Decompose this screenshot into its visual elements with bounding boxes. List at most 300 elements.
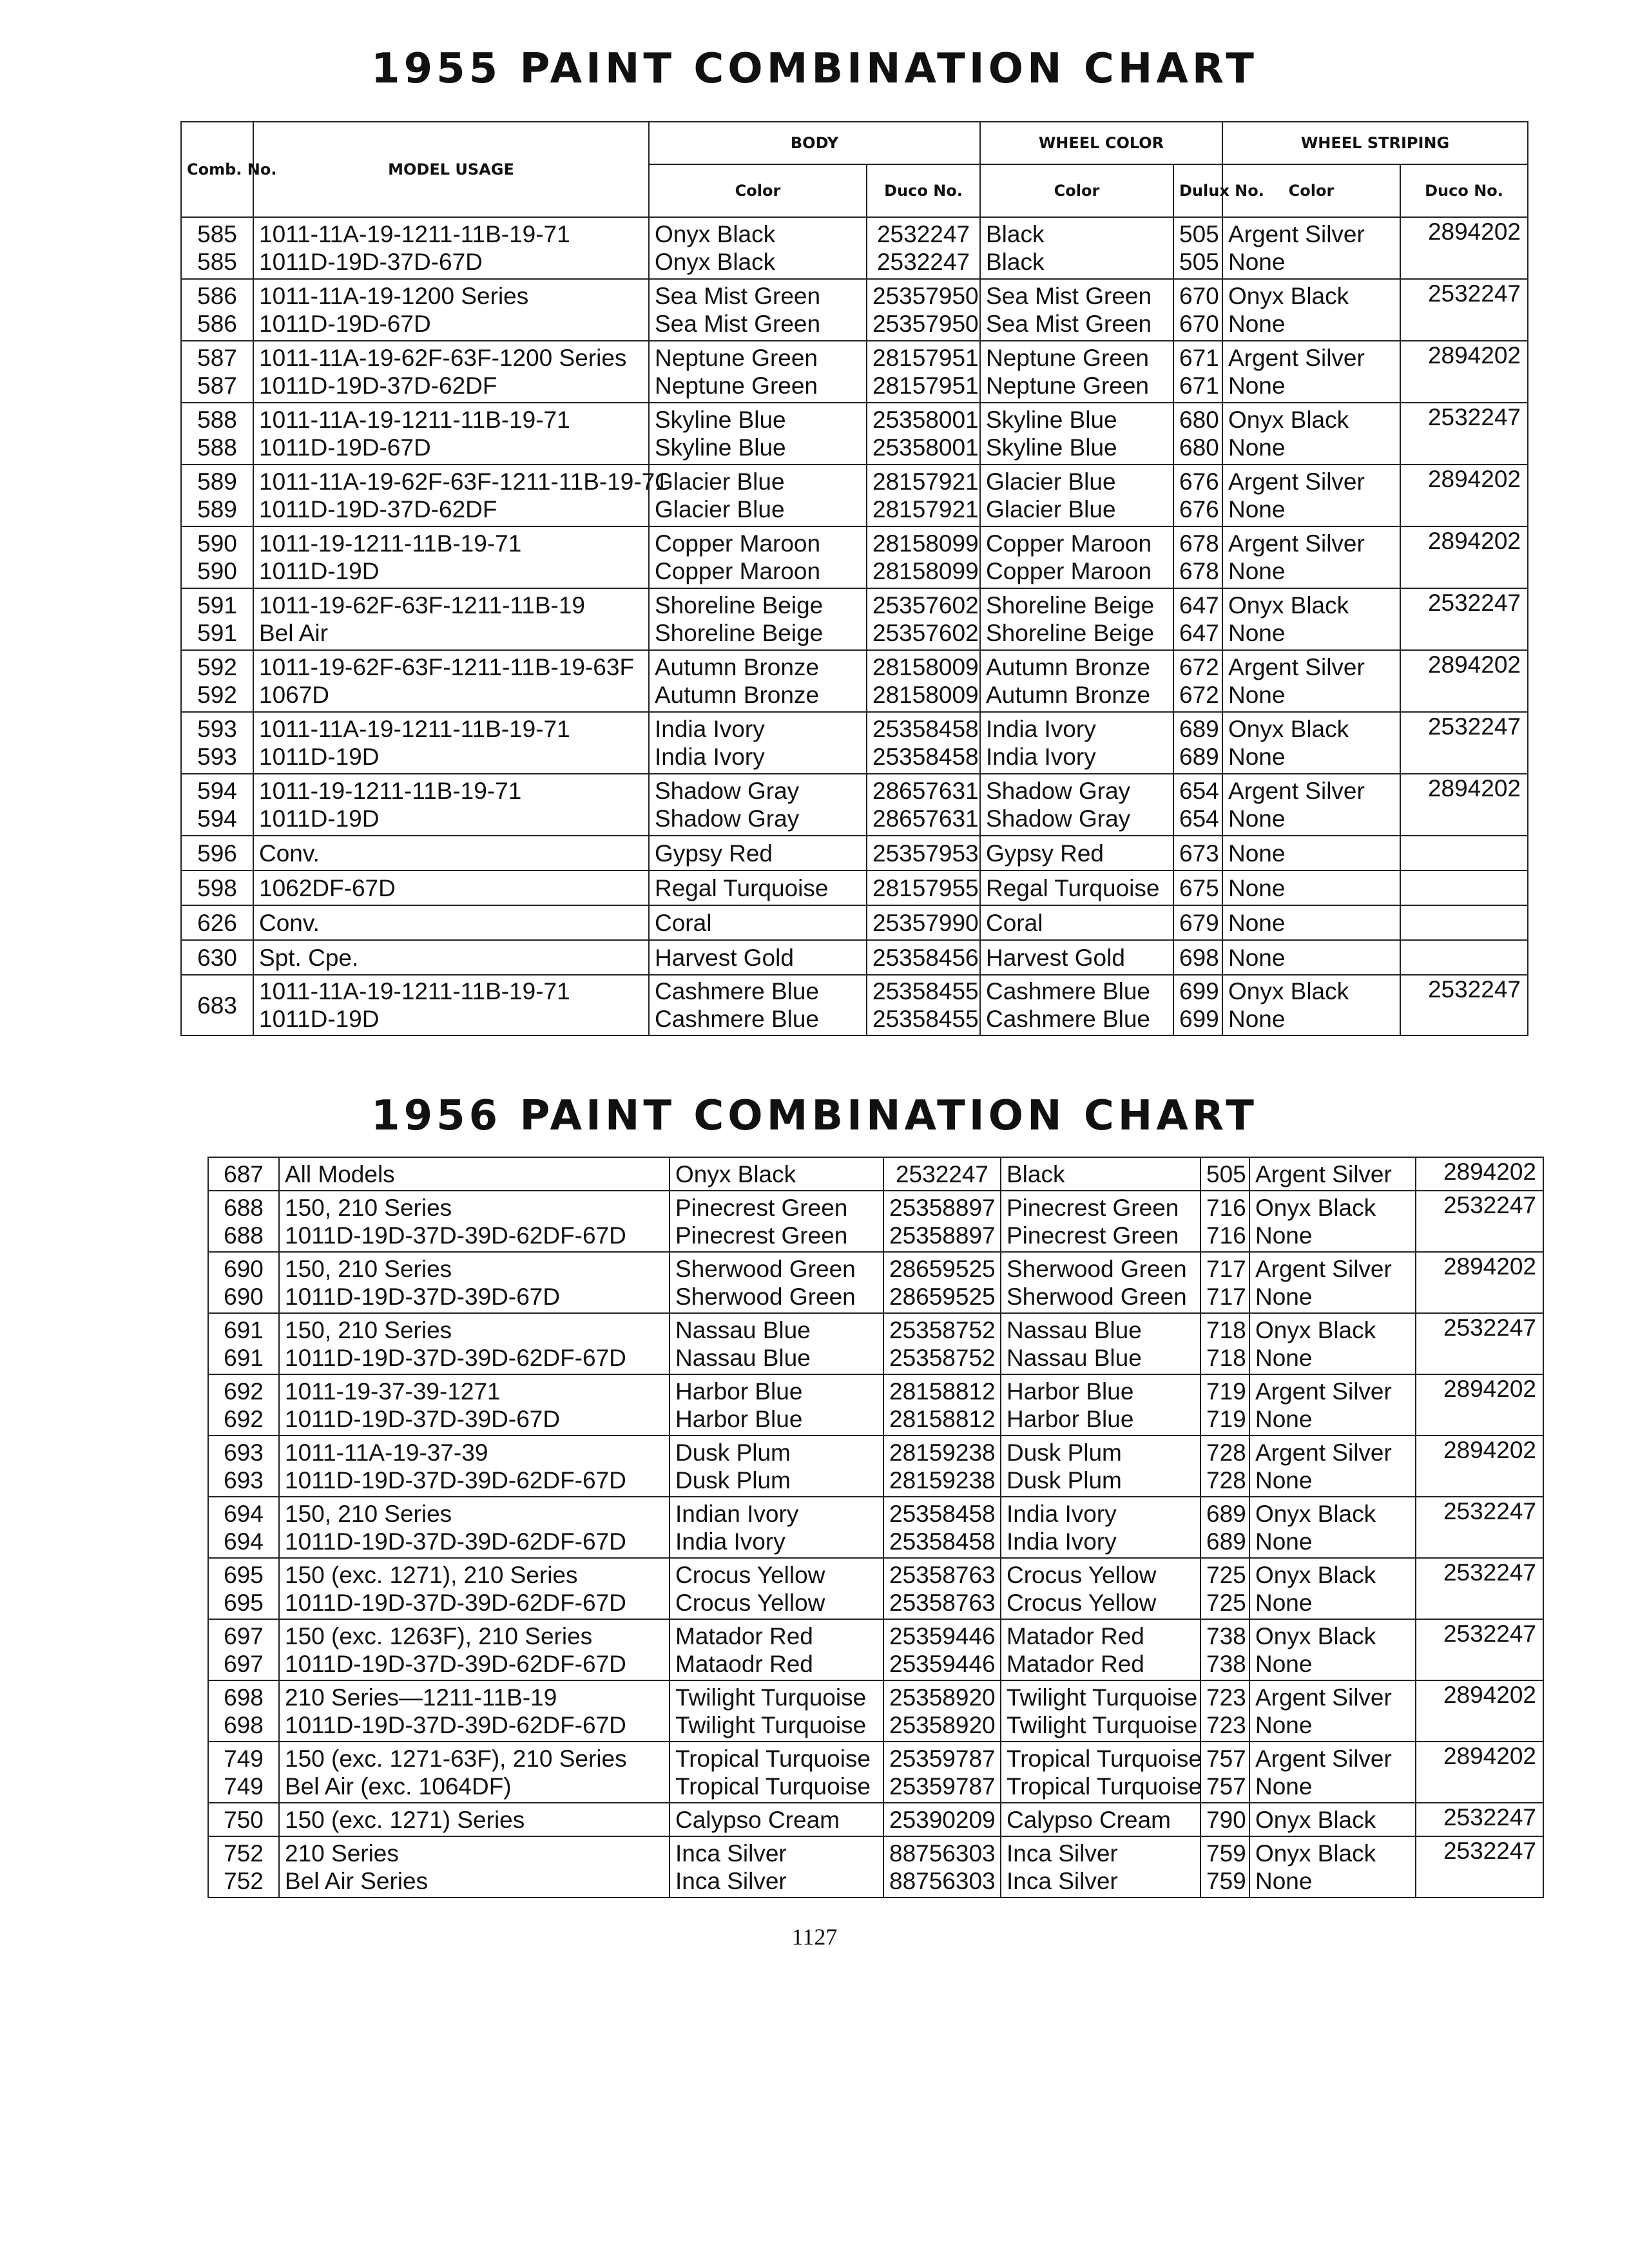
comb-no-text: 688 — [224, 1194, 264, 1221]
wheel-color-text: Black — [1007, 1160, 1065, 1187]
header-body-color: Color — [649, 164, 867, 217]
stripe-color-text: None — [1255, 1405, 1313, 1432]
model-usage-text: 1011D-19D-37D-39D-62DF-67D — [285, 1222, 626, 1249]
body-duco-cell — [883, 1252, 1001, 1313]
comb-no-text: 587 — [197, 372, 237, 399]
model-usage-text: 210 Series — [285, 1840, 399, 1867]
model-usage-cell — [253, 940, 649, 975]
body-color-cell — [670, 1191, 883, 1252]
stripe-color-text: Onyx Black — [1228, 716, 1349, 742]
stripe-color-cell — [1249, 1836, 1416, 1898]
wheel-dulux-text: 718 — [1206, 1316, 1246, 1343]
comb-no-cell — [181, 940, 253, 975]
wheel-color-text: Copper Maroon — [986, 530, 1152, 557]
stripe-duco-cell — [1400, 526, 1528, 588]
stripe-duco-text: 2532247 — [1443, 1559, 1536, 1586]
wheel-color-text: Inca Silver — [1007, 1840, 1118, 1867]
comb-no-cell — [208, 1436, 279, 1497]
body-color-text: Autumn Bronze — [655, 654, 820, 680]
body-color-text: Indian Ivory — [675, 1500, 799, 1527]
stripe-color-cell — [1249, 1742, 1416, 1803]
wheel-dulux-text: 719 — [1206, 1405, 1246, 1432]
body-color-cell — [649, 588, 867, 650]
model-usage-text: 150, 210 Series — [285, 1255, 452, 1282]
paint-combination-table-1956 — [207, 1157, 1544, 1898]
wheel-color-cell — [1001, 1497, 1200, 1558]
wheel-dulux-text: 680 — [1179, 434, 1219, 461]
stripe-color-cell — [1249, 1252, 1416, 1313]
wheel-dulux-text: 675 — [1179, 874, 1219, 901]
comb-no-text: 590 — [197, 558, 237, 584]
model-usage-cell — [279, 1836, 670, 1898]
wheel-dulux-cell — [1173, 341, 1222, 403]
body-duco-text: 25358458 — [872, 744, 979, 770]
body-color-cell — [670, 1374, 883, 1436]
stripe-duco-cell — [1416, 1619, 1543, 1680]
comb-no-text: 593 — [197, 716, 237, 742]
comb-no-cell — [208, 1313, 279, 1374]
wheel-dulux-text: 647 — [1179, 592, 1219, 619]
stripe-color-text: Onyx Black — [1255, 1316, 1376, 1343]
comb-no-text: 586 — [197, 283, 237, 309]
stripe-duco-cell — [1416, 1680, 1543, 1742]
model-usage-text: 1011-11A-19-1211-11B-19-71 — [259, 978, 570, 1004]
body-duco-cell — [867, 650, 980, 712]
stripe-duco-cell — [1400, 975, 1528, 1035]
body-color-cell — [670, 1157, 883, 1191]
header-stripe-duco-no: Duco No. — [1400, 164, 1528, 217]
stripe-color-text: Onyx Black — [1255, 1840, 1376, 1867]
table-row — [181, 774, 1528, 836]
wheel-dulux-text: 757 — [1206, 1745, 1246, 1772]
comb-no-text: 585 — [197, 221, 237, 247]
stripe-duco-text: 2532247 — [1427, 280, 1521, 307]
body-color-text: Nassau Blue — [675, 1344, 811, 1371]
comb-no-text: 589 — [197, 468, 237, 495]
body-color-cell — [670, 1313, 883, 1374]
stripe-duco-cell — [1400, 650, 1528, 712]
body-color-text: Autumn Bronze — [655, 682, 820, 708]
body-color-text: Sherwood Green — [675, 1283, 856, 1310]
body-duco-text: 25358458 — [889, 1528, 996, 1555]
wheel-dulux-text: 689 — [1206, 1528, 1246, 1555]
stripe-duco-text: 2894202 — [1443, 1253, 1536, 1280]
model-usage-text: 150, 210 Series — [285, 1500, 452, 1527]
comb-no-text: 591 — [197, 620, 237, 646]
stripe-color-text: Onyx Black — [1228, 407, 1349, 433]
wheel-dulux-cell — [1173, 526, 1222, 588]
comb-no-text: 695 — [224, 1561, 264, 1588]
stripe-color-text: None — [1228, 434, 1286, 461]
stripe-color-cell — [1222, 870, 1400, 905]
wheel-dulux-cell — [1200, 1157, 1249, 1191]
table-row — [208, 1803, 1543, 1836]
wheel-dulux-text: 759 — [1206, 1840, 1246, 1867]
wheel-color-cell — [980, 940, 1173, 975]
model-usage-cell — [253, 526, 649, 588]
wheel-color-cell — [1001, 1619, 1200, 1680]
comb-no-text: 688 — [224, 1222, 264, 1249]
wheel-color-text: Copper Maroon — [986, 558, 1152, 584]
comb-no-text: 588 — [197, 434, 237, 461]
comb-no-cell — [208, 1803, 279, 1836]
body-duco-text: 2532247 — [876, 221, 970, 247]
stripe-duco-cell — [1416, 1436, 1543, 1497]
comb-no-cell — [208, 1742, 279, 1803]
model-usage-cell — [279, 1558, 670, 1619]
comb-no-cell — [208, 1157, 279, 1191]
wheel-dulux-cell — [1173, 279, 1222, 341]
stripe-duco-cell — [1416, 1803, 1543, 1836]
body-color-cell — [670, 1742, 883, 1803]
body-color-text: Harbor Blue — [675, 1378, 803, 1405]
body-color-text: Shadow Gray — [655, 778, 800, 804]
body-color-cell — [670, 1558, 883, 1619]
stripe-duco-cell — [1416, 1191, 1543, 1252]
stripe-color-text: Argent Silver — [1255, 1160, 1392, 1187]
wheel-dulux-text: 723 — [1206, 1684, 1246, 1711]
wheel-color-text: Autumn Bronze — [986, 654, 1151, 680]
wheel-dulux-text: 699 — [1179, 1006, 1219, 1032]
wheel-color-text: Nassau Blue — [1007, 1344, 1142, 1371]
stripe-duco-text: 2894202 — [1427, 342, 1521, 369]
body-duco-text: 25358456 — [872, 944, 979, 971]
body-duco-text: 28157955 — [872, 874, 979, 901]
wheel-dulux-text: 719 — [1206, 1378, 1246, 1405]
stripe-color-cell — [1222, 403, 1400, 465]
wheel-color-text: Cashmere Blue — [986, 978, 1151, 1004]
wheel-color-cell — [1001, 1836, 1200, 1898]
header-wheel-color: WHEEL COLOR — [980, 122, 1222, 164]
comb-no-text: 691 — [224, 1344, 264, 1371]
stripe-duco-text: 2532247 — [1443, 1804, 1536, 1831]
body-duco-text: 28158009 — [872, 654, 979, 680]
stripe-duco-text: 2532247 — [1443, 1314, 1536, 1341]
wheel-color-cell — [980, 870, 1173, 905]
table-row — [181, 940, 1528, 975]
body-color-text: Twilight Turquoise — [675, 1684, 867, 1711]
body-color-cell — [670, 1836, 883, 1898]
model-usage-cell — [279, 1680, 670, 1742]
comb-no-text: 590 — [197, 530, 237, 557]
wheel-color-text: Nassau Blue — [1007, 1316, 1142, 1343]
stripe-color-text: Onyx Black — [1255, 1806, 1376, 1833]
model-usage-cell — [279, 1742, 670, 1803]
wheel-dulux-text: 723 — [1206, 1711, 1246, 1738]
stripe-color-text: Onyx Black — [1228, 978, 1349, 1004]
body-color-text: Inca Silver — [675, 1840, 787, 1867]
body-color-cell — [649, 526, 867, 588]
body-color-cell — [649, 870, 867, 905]
header-body: BODY — [649, 122, 980, 164]
wheel-color-cell — [980, 341, 1173, 403]
wheel-dulux-text: 689 — [1179, 744, 1219, 770]
comb-no-text: 588 — [197, 407, 237, 433]
comb-no-text: 697 — [224, 1622, 264, 1649]
model-usage-text: All Models — [285, 1160, 395, 1187]
model-usage-text: 1011D-19D-37D-39D-62DF-67D — [285, 1466, 626, 1494]
body-duco-text: 25359787 — [889, 1773, 996, 1800]
body-color-text: Neptune Green — [655, 372, 818, 399]
model-usage-text: 1011D-19D-37D-39D-62DF-67D — [285, 1344, 626, 1371]
model-usage-cell — [253, 836, 649, 870]
wheel-color-text: Matador Red — [1007, 1650, 1144, 1677]
model-usage-cell — [253, 341, 649, 403]
comb-no-text: 591 — [197, 592, 237, 619]
page-number: 1127 — [791, 1924, 838, 1950]
comb-no-cell — [208, 1374, 279, 1436]
stripe-color-cell — [1249, 1191, 1416, 1252]
header-comb-no: Comb. No. — [181, 122, 253, 217]
stripe-color-text: None — [1228, 682, 1286, 708]
stripe-color-text: None — [1228, 249, 1286, 275]
comb-no-text: 694 — [224, 1528, 264, 1555]
model-usage-cell — [253, 650, 649, 712]
body-color-text: Tropical Turquoise — [675, 1773, 871, 1800]
body-duco-cell — [867, 279, 980, 341]
wheel-dulux-cell — [1173, 588, 1222, 650]
wheel-color-cell — [980, 217, 1173, 279]
comb-no-text: 596 — [197, 840, 237, 867]
stripe-duco-text: 2532247 — [1443, 1192, 1536, 1218]
body-color-text: Crocus Yellow — [675, 1589, 825, 1616]
stripe-color-cell — [1222, 774, 1400, 836]
body-color-cell — [670, 1803, 883, 1836]
stripe-duco-cell — [1400, 279, 1528, 341]
stripe-color-cell — [1249, 1558, 1416, 1619]
body-color-text: Copper Maroon — [655, 558, 821, 584]
comb-no-text: 592 — [197, 654, 237, 680]
wheel-color-text: Crocus Yellow — [1007, 1589, 1157, 1616]
stripe-color-cell — [1249, 1803, 1416, 1836]
body-duco-text: 25358001 — [872, 434, 979, 461]
wheel-color-text: Inca Silver — [1007, 1867, 1118, 1894]
wheel-dulux-text: 671 — [1179, 372, 1219, 399]
model-usage-cell — [253, 588, 649, 650]
table-row — [181, 217, 1528, 279]
wheel-dulux-text: 673 — [1179, 840, 1219, 867]
comb-no-text: 698 — [224, 1684, 264, 1711]
table-row — [208, 1497, 1543, 1558]
wheel-color-cell — [980, 650, 1173, 712]
model-usage-text: 1011D-19D-37D-62DF — [259, 372, 497, 399]
stripe-color-text: None — [1228, 909, 1286, 936]
table-row — [181, 975, 1528, 1035]
model-usage-cell — [253, 774, 649, 836]
model-usage-text: 1011D-19D — [259, 1006, 380, 1032]
body-duco-text: 25358897 — [889, 1222, 996, 1249]
body-color-cell — [670, 1436, 883, 1497]
wheel-dulux-cell — [1200, 1191, 1249, 1252]
comb-no-text: 594 — [197, 778, 237, 804]
stripe-color-cell — [1222, 836, 1400, 870]
model-usage-cell — [279, 1313, 670, 1374]
model-usage-text: 1011D-19D-37D-39D-67D — [285, 1283, 561, 1310]
stripe-color-text: Onyx Black — [1228, 283, 1349, 309]
table-row — [208, 1374, 1543, 1436]
wheel-color-text: Harbor Blue — [1007, 1405, 1134, 1432]
comb-no-text: 593 — [197, 744, 237, 770]
comb-no-text: 630 — [197, 944, 237, 971]
model-usage-text: 1067D — [259, 682, 330, 708]
body-duco-text: 28659525 — [889, 1255, 996, 1282]
wheel-color-text: Matador Red — [1007, 1622, 1144, 1649]
body-color-cell — [670, 1680, 883, 1742]
wheel-color-cell — [980, 712, 1173, 774]
body-duco-text: 25390209 — [889, 1806, 996, 1833]
body-duco-text: 28159238 — [889, 1466, 996, 1494]
body-color-cell — [670, 1619, 883, 1680]
model-usage-text: 150, 210 Series — [285, 1194, 452, 1221]
body-duco-text: 25357602 — [872, 592, 979, 619]
model-usage-text: 1011D-19D-37D-67D — [259, 249, 483, 275]
wheel-dulux-text: 716 — [1206, 1222, 1246, 1249]
stripe-color-text: Onyx Black — [1228, 592, 1349, 619]
wheel-color-cell — [1001, 1680, 1200, 1742]
body-color-text: India Ivory — [655, 744, 765, 770]
body-duco-text: 25358920 — [889, 1684, 996, 1711]
body-duco-text: 25359446 — [889, 1622, 996, 1649]
model-usage-cell — [279, 1803, 670, 1836]
table-row — [181, 905, 1528, 940]
comb-no-cell — [181, 712, 253, 774]
stripe-color-cell — [1222, 526, 1400, 588]
stripe-duco-cell — [1416, 1558, 1543, 1619]
body-color-text: Onyx Black — [655, 221, 776, 247]
wheel-dulux-text: 654 — [1179, 805, 1219, 832]
body-duco-text: 25358752 — [889, 1344, 996, 1371]
stripe-duco-text: 2894202 — [1443, 1158, 1536, 1185]
comb-no-cell — [208, 1191, 279, 1252]
stripe-duco-cell — [1400, 940, 1528, 975]
wheel-dulux-text: 678 — [1179, 558, 1219, 584]
model-usage-text: 1011D-19D-67D — [259, 311, 431, 337]
stripe-color-cell — [1222, 975, 1400, 1035]
stripe-color-cell — [1222, 650, 1400, 712]
comb-no-text: 695 — [224, 1589, 264, 1616]
body-duco-text: 28157921 — [872, 468, 979, 495]
wheel-dulux-cell — [1173, 650, 1222, 712]
comb-no-text: 585 — [197, 249, 237, 275]
body-duco-text: 28158009 — [872, 682, 979, 708]
wheel-color-text: Tropical Turquoise — [1007, 1773, 1202, 1800]
wheel-dulux-text: 654 — [1179, 778, 1219, 804]
header-row-top — [181, 122, 1528, 164]
model-usage-text: 1011-11A-19-1211-11B-19-71 — [259, 221, 570, 247]
wheel-color-text: Shoreline Beige — [986, 592, 1155, 619]
wheel-color-text: Pinecrest Green — [1007, 1194, 1179, 1221]
stripe-duco-cell — [1400, 774, 1528, 836]
body-color-text: Matador Red — [675, 1622, 813, 1649]
wheel-color-text: Twilight Turquoise — [1007, 1684, 1198, 1711]
body-color-text: Cashmere Blue — [655, 978, 820, 1004]
wheel-color-text: Coral — [986, 909, 1043, 936]
body-duco-text: 28157921 — [872, 496, 979, 523]
wheel-color-cell — [980, 836, 1173, 870]
body-duco-text: 28159238 — [889, 1439, 996, 1466]
stripe-duco-text: 2894202 — [1427, 466, 1521, 492]
stripe-duco-cell — [1400, 870, 1528, 905]
stripe-color-text: None — [1228, 840, 1286, 867]
body-duco-cell — [867, 217, 980, 279]
model-usage-text: 1011D-19D-67D — [259, 434, 431, 461]
comb-no-text: 750 — [224, 1806, 264, 1833]
table-row — [181, 403, 1528, 465]
comb-no-text: 692 — [224, 1378, 264, 1405]
wheel-color-cell — [1001, 1374, 1200, 1436]
stripe-color-text: None — [1255, 1222, 1313, 1249]
stripe-color-text: None — [1255, 1711, 1313, 1738]
wheel-dulux-text: 505 — [1206, 1160, 1246, 1187]
stripe-color-cell — [1222, 217, 1400, 279]
body-duco-cell — [867, 870, 980, 905]
table-row — [208, 1436, 1543, 1497]
table-row — [181, 279, 1528, 341]
body-color-text: Regal Turquoise — [655, 874, 829, 901]
wheel-color-text: Sherwood Green — [1007, 1255, 1187, 1282]
stripe-duco-text: 2532247 — [1443, 1498, 1536, 1524]
model-usage-text: Conv. — [259, 909, 320, 936]
body-color-text: Harvest Gold — [655, 944, 794, 971]
comb-no-cell — [208, 1497, 279, 1558]
comb-no-text: 752 — [224, 1867, 264, 1894]
model-usage-text: 1011D-19D-37D-39D-62DF-67D — [285, 1528, 626, 1555]
body-color-text: Calypso Cream — [675, 1806, 840, 1833]
wheel-dulux-cell — [1200, 1680, 1249, 1742]
wheel-dulux-text: 725 — [1206, 1589, 1246, 1616]
header-stripe-color: Color — [1222, 164, 1400, 217]
wheel-color-cell — [1001, 1803, 1200, 1836]
model-usage-text: 1011-19-62F-63F-1211-11B-19 — [259, 592, 585, 619]
wheel-dulux-text: 671 — [1179, 345, 1219, 371]
body-color-text: Glacier Blue — [655, 468, 785, 495]
model-usage-text: Spt. Cpe. — [259, 944, 359, 971]
body-color-text: Shoreline Beige — [655, 592, 824, 619]
model-usage-cell — [279, 1619, 670, 1680]
wheel-color-text: Sea Mist Green — [986, 311, 1152, 337]
wheel-dulux-cell — [1173, 774, 1222, 836]
body-duco-text: 88756303 — [889, 1867, 996, 1894]
comb-no-text: 594 — [197, 805, 237, 832]
stripe-color-cell — [1222, 940, 1400, 975]
model-usage-text: 1062DF-67D — [259, 874, 396, 901]
wheel-color-text: Sea Mist Green — [986, 283, 1152, 309]
wheel-color-cell — [980, 588, 1173, 650]
model-usage-text: 150 (exc. 1271), 210 Series — [285, 1561, 578, 1588]
stripe-color-text: None — [1255, 1650, 1313, 1677]
model-usage-text: 1011-19-1211-11B-19-71 — [259, 530, 522, 557]
stripe-color-text: Argent Silver — [1255, 1684, 1392, 1711]
stripe-color-text: None — [1228, 620, 1286, 646]
model-usage-text: 1011D-19D — [259, 558, 380, 584]
stripe-duco-text: 2532247 — [1443, 1620, 1536, 1647]
body-color-text: Sea Mist Green — [655, 311, 821, 337]
comb-no-text: 692 — [224, 1405, 264, 1432]
body-duco-cell — [867, 526, 980, 588]
wheel-dulux-text: 699 — [1179, 978, 1219, 1004]
wheel-dulux-text: 676 — [1179, 468, 1219, 495]
model-usage-cell — [253, 975, 649, 1035]
model-usage-text: 150 (exc. 1271-63F), 210 Series — [285, 1745, 627, 1772]
wheel-color-text: India Ivory — [986, 744, 1096, 770]
model-usage-text: 210 Series—1211-11B-19 — [285, 1684, 557, 1711]
body-color-text: Inca Silver — [675, 1867, 787, 1894]
stripe-color-text: None — [1228, 805, 1286, 832]
stripe-color-text: None — [1255, 1589, 1313, 1616]
stripe-duco-cell — [1416, 1157, 1543, 1191]
wheel-dulux-text: 672 — [1179, 682, 1219, 708]
wheel-color-cell — [980, 279, 1173, 341]
